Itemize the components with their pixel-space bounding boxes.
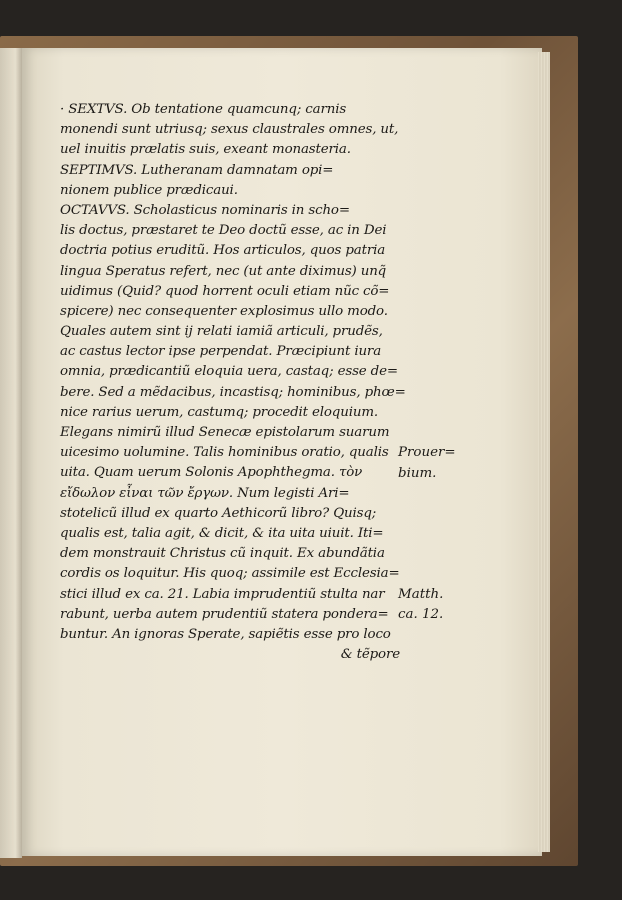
text-line: spicere) nec consequenter explosimus ullo modo. [60, 303, 388, 319]
text-line: cordis os loquitur. His quoq; assimile est Ecclesia= [60, 566, 400, 582]
margin-note: Prouer= [398, 445, 456, 461]
text-line: ac castus lector ipse perpendat. Præcipiunt iura [60, 344, 382, 360]
text-line: nice rarius uerum, castumq; procedit eloquium. [60, 404, 378, 420]
page-edges [538, 52, 550, 852]
text-line: omnia, prædicantiũ eloquia uera, castaq; esse de= [60, 364, 398, 380]
text-line: stotelicũ illud ex quarto Aethicorũ libro? Quisq; [60, 505, 377, 521]
text-line: qualis est, talia agit, & dicit, & ita uita uiuit. Iti= [60, 525, 384, 541]
text-line: uicesimo uolumine. Talis hominibus oratio, qualis [60, 445, 389, 461]
text-line: stici illud ex ca. 21. Labia imprudentiũ stulta nar [60, 586, 385, 602]
text-line: nionem publice prædicaui. [60, 182, 238, 198]
text-line: rabunt, uerba autem prudentiũ statera pondera= [60, 606, 389, 622]
text-line: & tẽpore [340, 647, 400, 663]
text-line: dem monstrauit Christus cũ inquit. Ex abundãtia [60, 546, 385, 562]
text-line: monendi sunt utriusq; sexus claustrales omnes, ut, [60, 122, 399, 138]
text-line: · SEXTVS. Ob tentatione quamcunq; carnis [60, 102, 347, 117]
text-line: uidimus (Quid? quod horrent oculi etiam nũc cõ= [60, 283, 390, 299]
text-line: OCTAVVS. Scholasticus nominaris in scho= [60, 202, 350, 218]
margin-note: bium. [398, 465, 437, 481]
margin-note: ca. 12. [398, 607, 444, 622]
text-line: Elegans nimirũ illud Senecæ epistolarum suarum [60, 425, 390, 440]
text-line: εἴδωλον εἶναι τῶν ἔργων. Num legisti Ari= [60, 485, 350, 501]
text-line: doctria potius eruditũ. Hos articulos, quos patria [60, 243, 386, 259]
facing-page-edge [0, 48, 22, 858]
text-line: uel inuitis prælatis suis, exeant monasteria. [60, 142, 351, 158]
text-line: bere. Sed a mẽdacibus, incastisq; hominibus, phœ= [60, 384, 406, 400]
text-line: lingua Speratus refert, nec (ut ante diximus) unq̃ [60, 263, 387, 279]
text-line: lis doctus, præstaret te Deo doctũ esse, ac in Dei [60, 223, 387, 239]
margin-note: Matth. [398, 586, 444, 602]
text-line: buntur. An ignoras Sperate, sapiẽtis esse pro loco [60, 626, 391, 642]
text-line: Quales autem sint ij relati iamiã articuli, prudẽs, [60, 324, 383, 340]
main-text-block [60, 100, 406, 665]
text-line: SEPTIMVS. Lutheranam damnatam opi= [60, 162, 334, 178]
text-line: uita. Quam uerum Solonis Apophthegma. τὸν [60, 465, 363, 481]
